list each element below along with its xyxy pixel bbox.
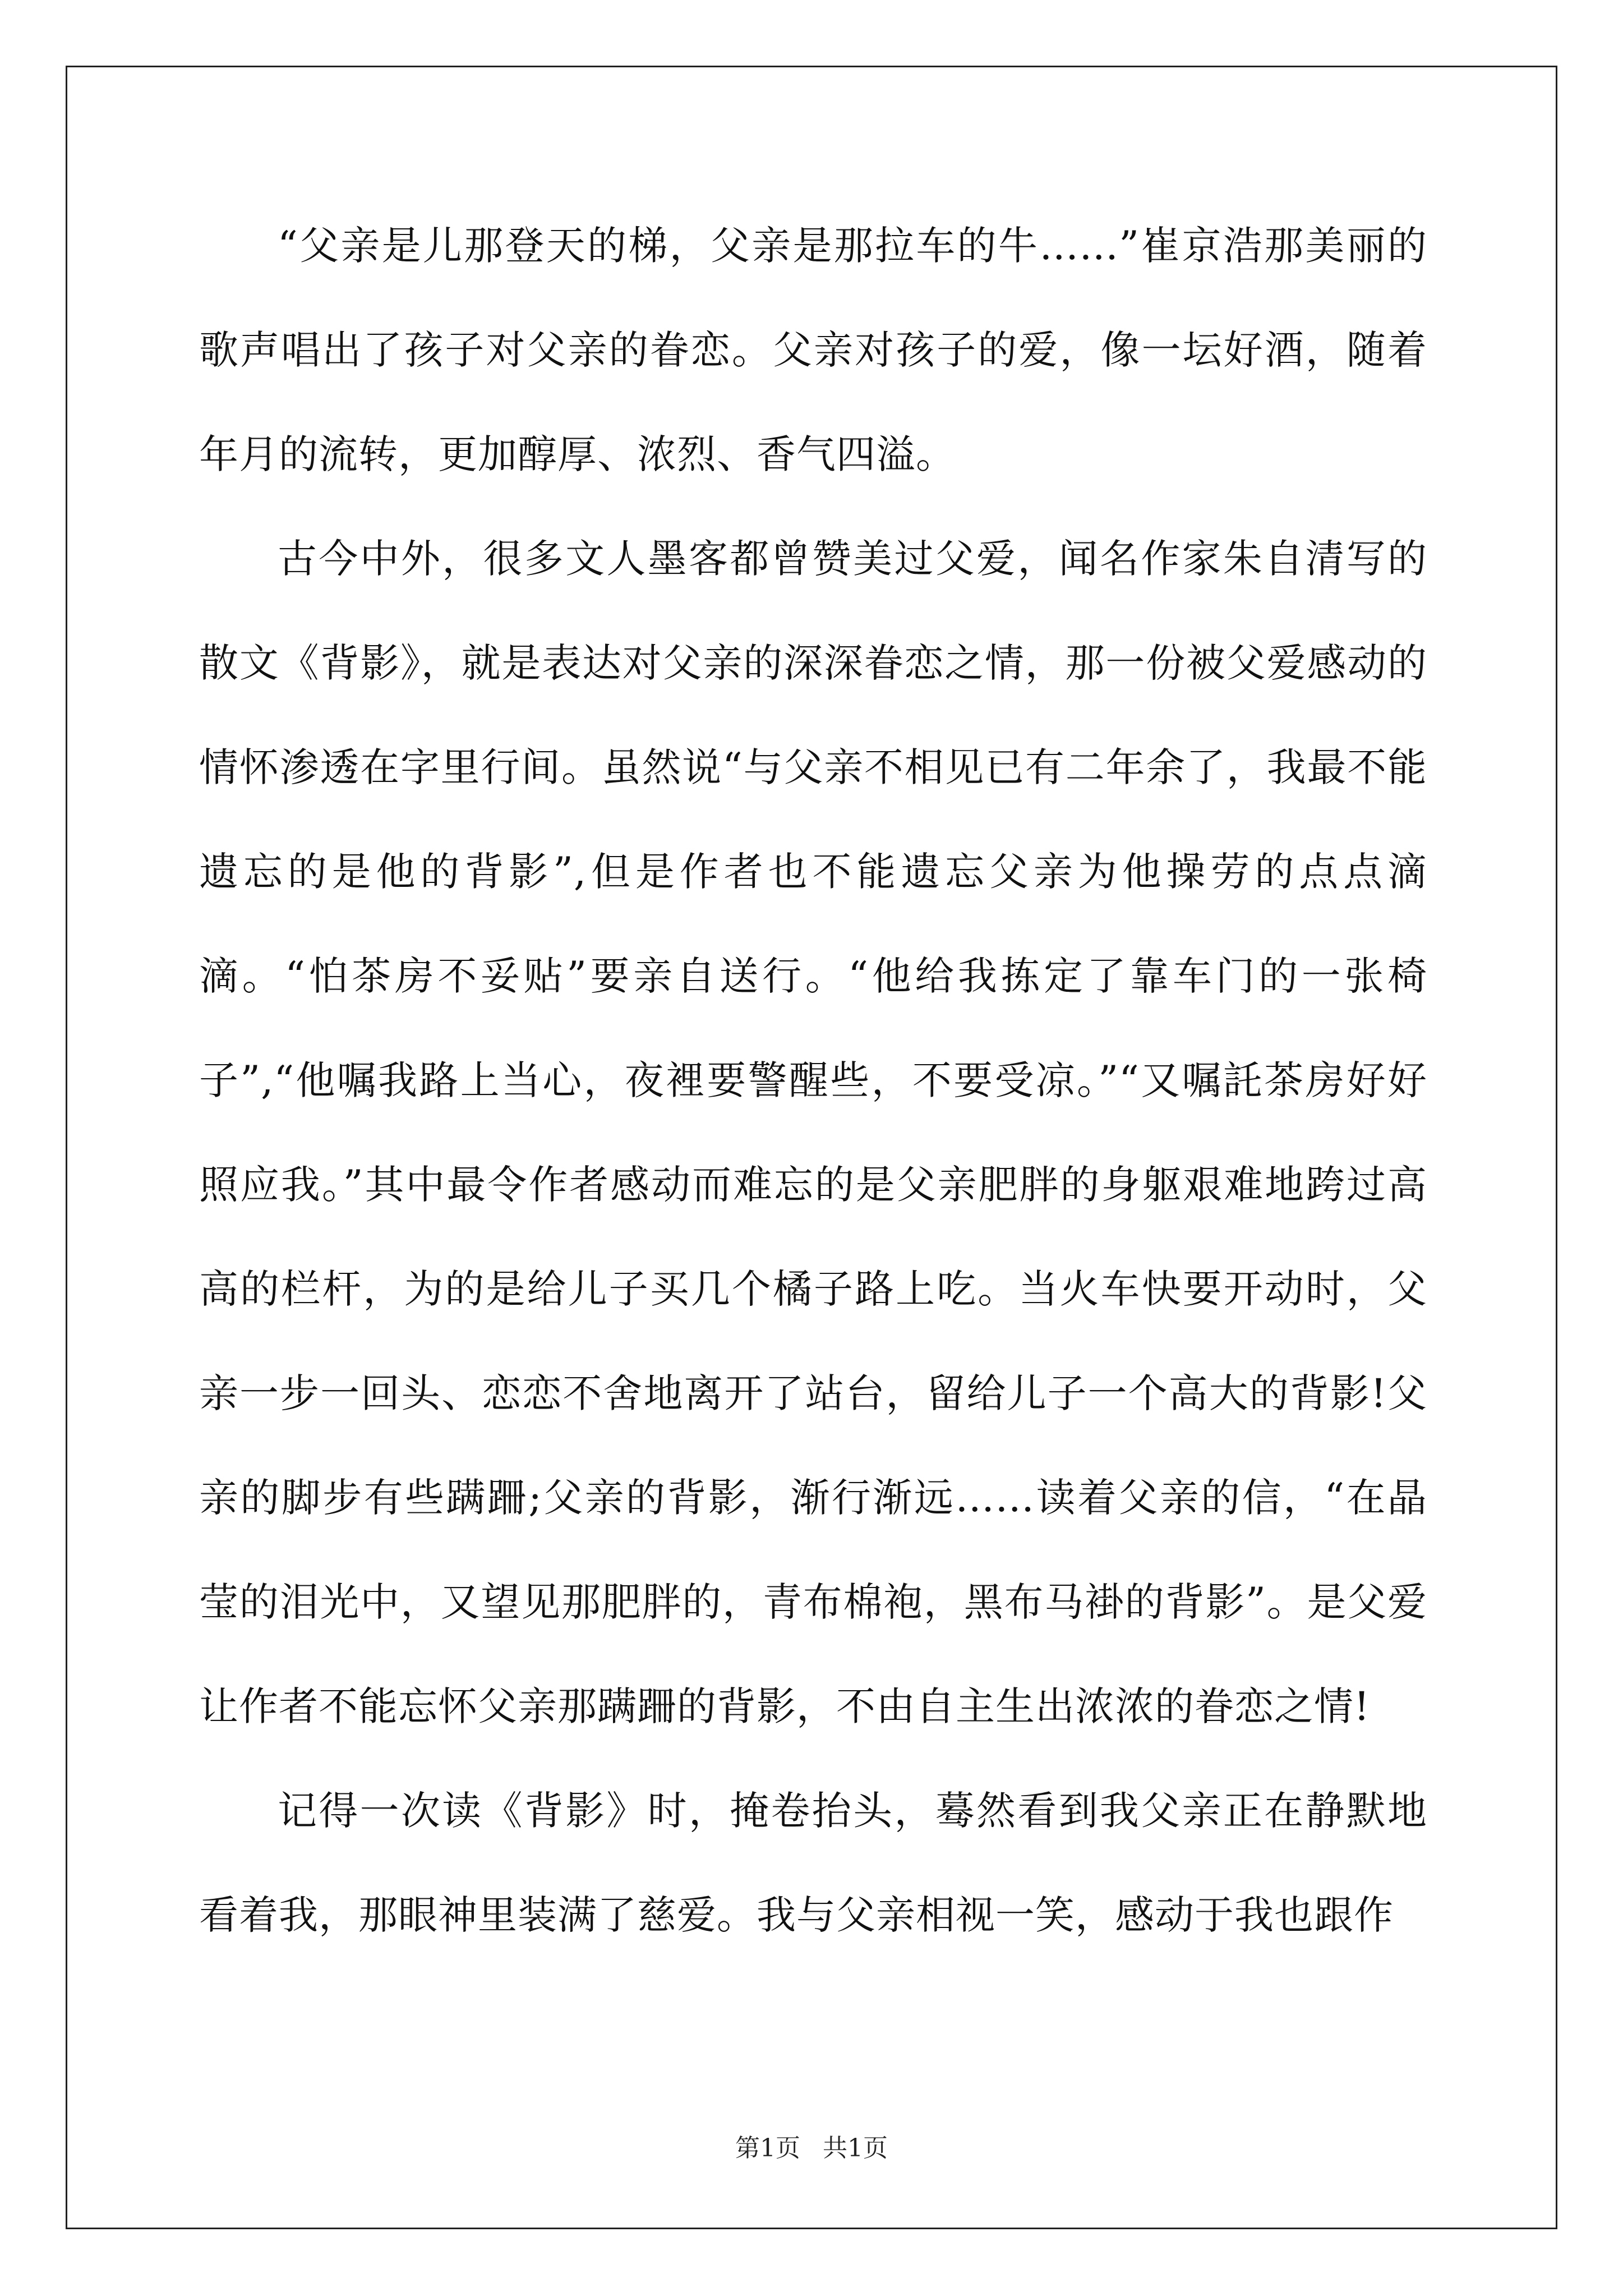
page-total: 共1页 <box>823 2134 888 2162</box>
paragraph-3: 记得一次读《背影》时，掩卷抬头，蓦然看到我父亲正在静默地看着我，那眼神里装满了慈爱。我与父亲相视一笑，感动于我也跟作 <box>199 1788 1427 1938</box>
paragraph-2: 古今中外，很多文人墨客都曾赞美过父爱，闻名作家朱自清写的散文《背影》，就是表达对父亲的深深眷恋之情，那一份被父爱感动的情怀渗透在字里行间。虽然说“与父亲不相见已有二年余了，我最不能遗忘的是他的背影”,但是作者也不能遗忘父亲为他操劳的点点滴滴。“怕茶房不妥贴”要亲自送行。“他给我拣定了靠车门的一张椅子”,“他嘱我路上当心，夜裡要警醒些，不要受凉。”“又嘱託茶房好好照应我。”其中最令作者感动而难忘的是父亲肥胖的身躯艰难地跨过高高的栏杆，为的是给儿子买几个橘子路上吃。当火车快要开动时，父亲一步一回头、恋恋不舍地离开了站台，留给儿子一个高大的背影!父亲的脚步有些蹒跚;父亲的背影，渐行渐远……读着父亲的信，“在晶莹的泪光中，又望见那肥胖的，青布棉袍，黑布马褂的背影”。是父爱让作者不能忘怀父亲那蹒跚的背影，不由自主生出浓浓的眷恋之情! <box>199 536 1427 1729</box>
page-footer <box>0 2132 1623 2165</box>
page-number: 第1页 <box>735 2134 800 2162</box>
document-body <box>199 194 1427 1967</box>
paragraph-1: “父亲是儿那登天的梯，父亲是那拉车的牛……”崔京浩那美丽的歌声唱出了孩子对父亲的眷恋。父亲对孩子的爱，像一坛好酒，随着年月的流转，更加醇厚、浓烈、香气四溢。 <box>199 223 1427 477</box>
